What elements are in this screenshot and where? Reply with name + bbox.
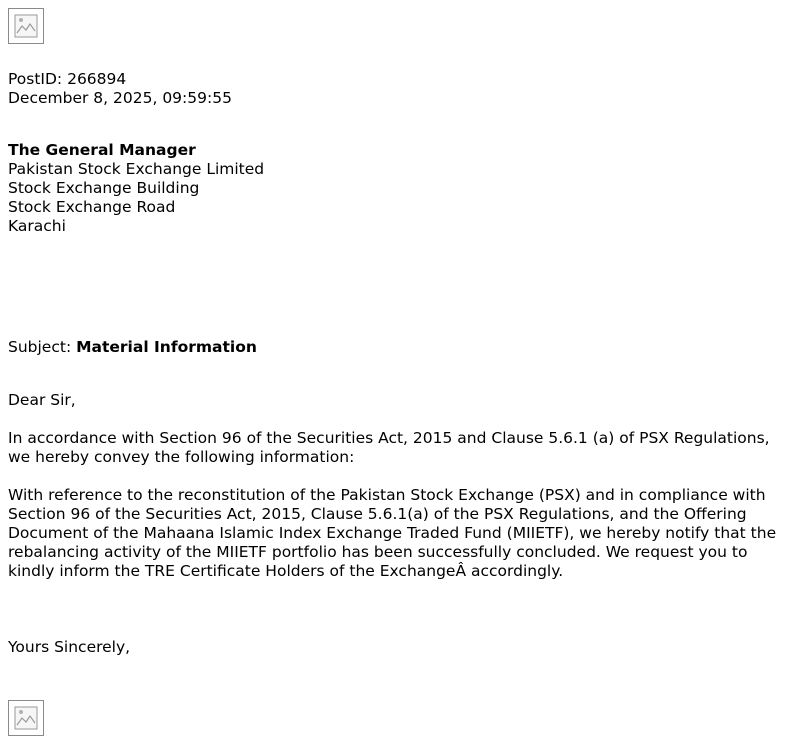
signature-broken-image-icon [8,700,44,736]
addressee-line-city: Karachi [8,217,66,235]
body-paragraph-2: With reference to the reconstitution of the Pakistan Stock Exchange (PSX) and in compliance with Section 96 of the Securities Act, 2015, Clause 5.6.1(a) of the PSX Regulations, and the Offering Document of the Mahaana Islamic Index Exchange Traded Fund (MIIETF), we hereby notify that the rebalancing activity of the MIIETF portfolio has been successfully concluded. We request you to kindly inform the TRE Certificate Holders of the ExchangeÂ accordingly. [8,486,777,580]
closing: Yours Sincerely, [8,638,131,656]
salutation: Dear Sir, [8,391,76,409]
addressee-line-company: Pakistan Stock Exchange Limited [8,160,265,178]
addressee-line-road: Stock Exchange Road [8,198,176,216]
subject-value: Material Information [76,338,257,356]
subject-label: Subject: [8,338,72,356]
letterhead-logo-broken-image-icon [8,8,44,44]
post-id: PostID: 266894 [8,70,127,88]
addressee-title: The General Manager [8,141,196,159]
post-date: December 8, 2025, 09:59:55 [8,89,232,107]
subject-line [8,338,257,357]
body-paragraph-1: In accordance with Section 96 of the Securities Act, 2015 and Clause 5.6.1 (a) of PSX Regulations, we hereby convey the following information: [8,429,770,466]
addressee-line-building: Stock Exchange Building [8,179,200,197]
